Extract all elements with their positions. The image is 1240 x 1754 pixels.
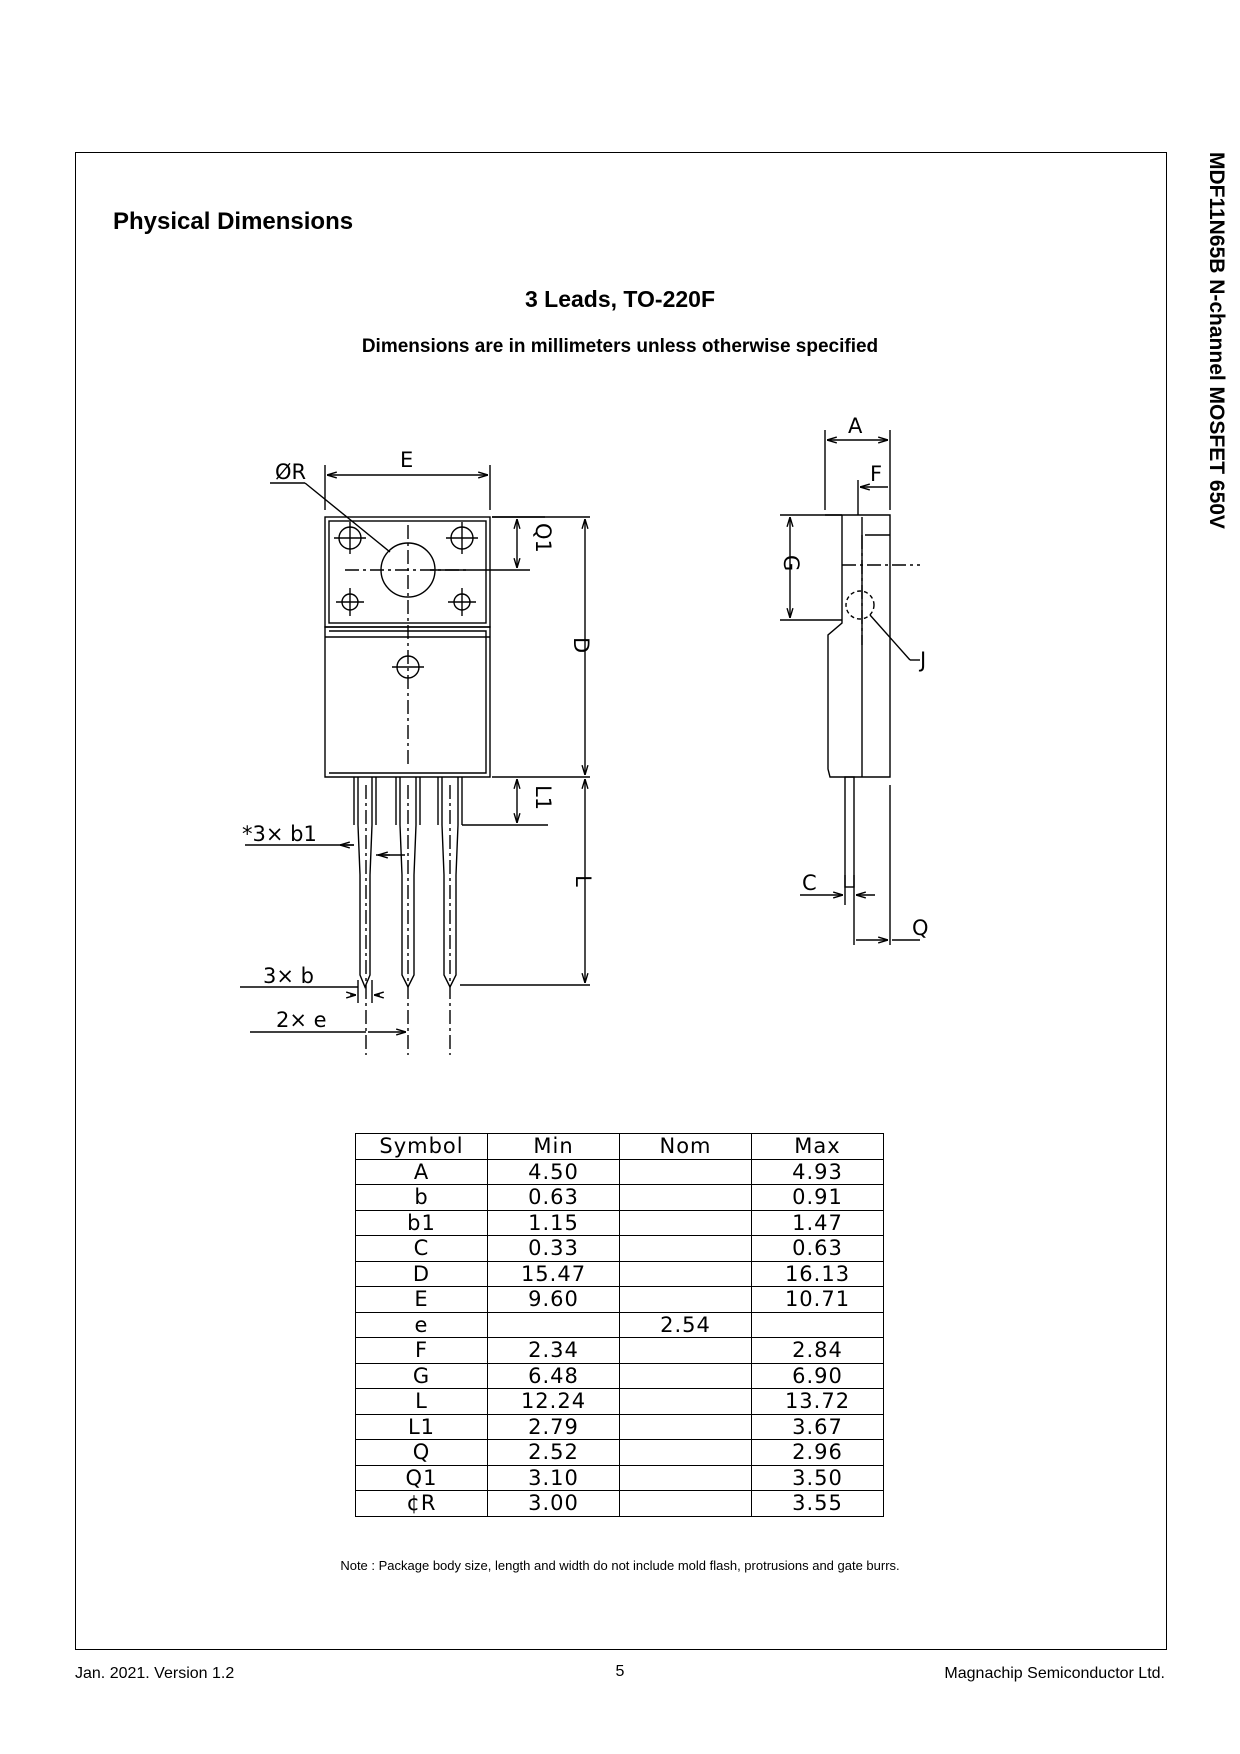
label-b1: *3× b1 bbox=[242, 822, 317, 846]
cell-min: 4.50 bbox=[488, 1159, 620, 1185]
table-row bbox=[356, 1287, 884, 1313]
cell-symbol: L bbox=[356, 1389, 488, 1415]
cell-nom bbox=[620, 1440, 752, 1466]
label-f: F bbox=[870, 462, 883, 486]
cell-nom bbox=[620, 1389, 752, 1415]
cell-min: 12.24 bbox=[488, 1389, 620, 1415]
cell-symbol: C bbox=[356, 1236, 488, 1262]
cell-max: 16.13 bbox=[752, 1261, 884, 1287]
cell-max: 1.47 bbox=[752, 1210, 884, 1236]
table-row bbox=[356, 1159, 884, 1185]
dimensions-table bbox=[355, 1133, 884, 1517]
cell-nom bbox=[620, 1159, 752, 1185]
cell-min: 1.15 bbox=[488, 1210, 620, 1236]
cell-max: 2.96 bbox=[752, 1440, 884, 1466]
label-phi-r: ØR bbox=[275, 460, 307, 484]
cell-symbol: b bbox=[356, 1185, 488, 1211]
label-g: G bbox=[779, 555, 803, 572]
cell-min: 3.00 bbox=[488, 1491, 620, 1517]
package-title: 3 Leads, TO-220F bbox=[524, 286, 716, 312]
label-q: Q bbox=[912, 916, 929, 940]
table-row bbox=[356, 1491, 884, 1517]
table-row bbox=[356, 1465, 884, 1491]
cell-min bbox=[488, 1312, 620, 1338]
footer-page-number: 5 bbox=[615, 1663, 625, 1680]
label-j: J bbox=[920, 648, 927, 672]
label-c: C bbox=[802, 871, 817, 895]
cell-max: 2.84 bbox=[752, 1338, 884, 1364]
label-e-cap: E bbox=[400, 448, 414, 472]
label-a: A bbox=[848, 414, 863, 438]
cell-symbol: L1 bbox=[356, 1414, 488, 1440]
label-b: 3× b bbox=[263, 964, 314, 988]
cell-max: 13.72 bbox=[752, 1389, 884, 1415]
cell-min: 0.33 bbox=[488, 1236, 620, 1262]
header-min: Min bbox=[488, 1134, 620, 1160]
cell-nom bbox=[620, 1185, 752, 1211]
table-row bbox=[356, 1312, 884, 1338]
package-subtitle: Dimensions are in millimeters unless otherwise specified bbox=[361, 336, 879, 357]
cell-max: 4.93 bbox=[752, 1159, 884, 1185]
cell-max: 3.55 bbox=[752, 1491, 884, 1517]
label-l: L bbox=[571, 875, 595, 887]
cell-symbol: G bbox=[356, 1363, 488, 1389]
cell-min: 2.34 bbox=[488, 1338, 620, 1364]
cell-max bbox=[752, 1312, 884, 1338]
cell-nom: 2.54 bbox=[620, 1312, 752, 1338]
side-title-text: MDF11N65B N-channel MOSFET 650V bbox=[1205, 152, 1228, 529]
cell-nom bbox=[620, 1363, 752, 1389]
cell-symbol: ¢R bbox=[356, 1491, 488, 1517]
footer-version: Jan. 2021. Version 1.2 bbox=[75, 1665, 235, 1682]
cell-min: 6.48 bbox=[488, 1363, 620, 1389]
cell-nom bbox=[620, 1261, 752, 1287]
cell-symbol: b1 bbox=[356, 1210, 488, 1236]
cell-min: 9.60 bbox=[488, 1287, 620, 1313]
cell-max: 0.63 bbox=[752, 1236, 884, 1262]
table-row bbox=[356, 1261, 884, 1287]
cell-symbol: A bbox=[356, 1159, 488, 1185]
cell-nom bbox=[620, 1287, 752, 1313]
table-row bbox=[356, 1185, 884, 1211]
footer-company: Magnachip Semiconductor Ltd. bbox=[944, 1665, 1165, 1682]
section-title: Physical Dimensions bbox=[113, 208, 354, 235]
cell-min: 15.47 bbox=[488, 1261, 620, 1287]
cell-max: 3.50 bbox=[752, 1465, 884, 1491]
cell-nom bbox=[620, 1236, 752, 1262]
table-row bbox=[356, 1389, 884, 1415]
cell-min: 0.63 bbox=[488, 1185, 620, 1211]
label-l1: L1 bbox=[531, 785, 555, 811]
cell-min: 2.79 bbox=[488, 1414, 620, 1440]
table-row bbox=[356, 1414, 884, 1440]
package-drawing bbox=[230, 405, 950, 1085]
cell-max: 10.71 bbox=[752, 1287, 884, 1313]
package-note: Note : Package body size, length and width do not include mold flash, protrusions and gate burrs. bbox=[340, 1558, 900, 1573]
table-row bbox=[356, 1440, 884, 1466]
header-symbol: Symbol bbox=[356, 1134, 488, 1160]
label-d: D bbox=[569, 637, 593, 654]
cell-max: 3.67 bbox=[752, 1414, 884, 1440]
header-nom: Nom bbox=[620, 1134, 752, 1160]
cell-symbol: Q bbox=[356, 1440, 488, 1466]
side-view bbox=[780, 430, 920, 945]
cell-nom bbox=[620, 1338, 752, 1364]
side-title bbox=[1200, 152, 1230, 612]
cell-nom bbox=[620, 1414, 752, 1440]
cell-symbol: e bbox=[356, 1312, 488, 1338]
cell-symbol: F bbox=[356, 1338, 488, 1364]
table-header-row bbox=[356, 1134, 884, 1160]
cell-symbol: Q1 bbox=[356, 1465, 488, 1491]
table-row bbox=[356, 1210, 884, 1236]
label-q1: Q1 bbox=[531, 523, 555, 553]
cell-max: 6.90 bbox=[752, 1363, 884, 1389]
cell-min: 2.52 bbox=[488, 1440, 620, 1466]
cell-symbol: E bbox=[356, 1287, 488, 1313]
table-row bbox=[356, 1236, 884, 1262]
cell-nom bbox=[620, 1465, 752, 1491]
cell-max: 0.91 bbox=[752, 1185, 884, 1211]
cell-nom bbox=[620, 1210, 752, 1236]
label-e-small: 2× e bbox=[276, 1008, 327, 1032]
cell-nom bbox=[620, 1491, 752, 1517]
header-max: Max bbox=[752, 1134, 884, 1160]
cell-symbol: D bbox=[356, 1261, 488, 1287]
cell-min: 3.10 bbox=[488, 1465, 620, 1491]
table-row bbox=[356, 1338, 884, 1364]
table-row bbox=[356, 1363, 884, 1389]
